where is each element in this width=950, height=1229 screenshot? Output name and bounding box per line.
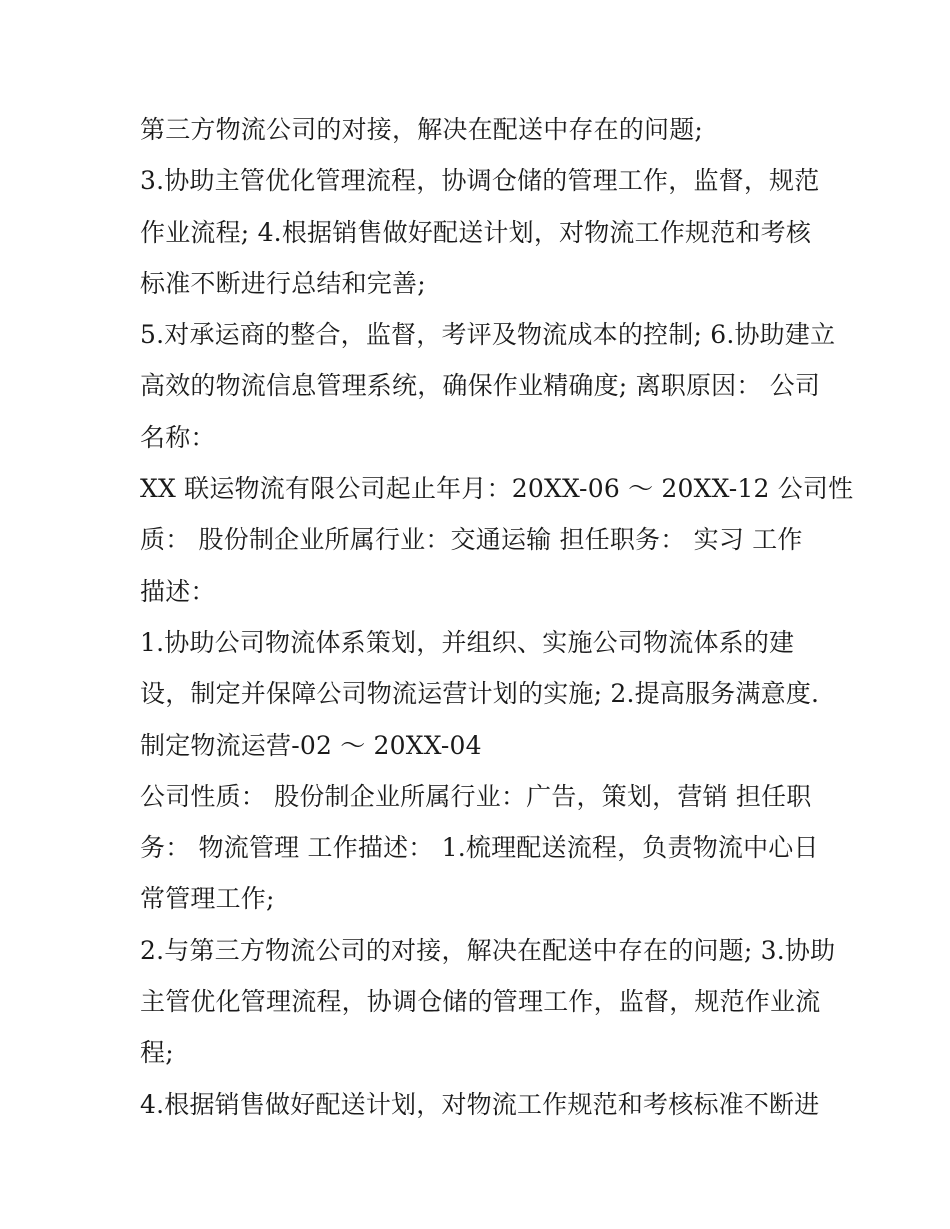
document-body [140, 104, 854, 1130]
text-line-1: 第三方物流公司的对接，解决在配送中存在的问题; [140, 115, 704, 144]
text-line-5: 5.对承运商的整合，监督，考评及物流成本的控制; 6.协助建立 [140, 320, 836, 350]
text-line-19: 程; [140, 1038, 174, 1068]
text-line-11: 1.协助公司物流体系策划，并组织、实施公司物流体系的建 [140, 627, 795, 657]
text-line-10: 描述： [140, 576, 216, 606]
text-line-18: 主管优化管理流程，协调仓储的管理工作，监督，规范作业流 [140, 987, 821, 1017]
text-line-13: 制定物流运营-02 ～ 20XX-04 [140, 730, 482, 760]
text-line-6: 高效的物流信息管理系统，确保作业精确度; 离职原因： 公司 [140, 371, 821, 401]
text-line-14: 公司性质： 股份制企业所属行业：广告，策划，营销 担任职 [140, 781, 812, 811]
text-line-17: 2.与第三方物流公司的对接，解决在配送中存在的问题; 3.协助 [140, 935, 836, 965]
text-line-20: 4.根据销售做好配送计划，对物流工作规范和考核标准不断进 [140, 1089, 820, 1119]
text-line-8: XX 联运物流有限公司起止年月：20XX-06 ～ 20XX-12 公司性 [140, 474, 854, 504]
text-line-16: 常管理工作; [140, 884, 275, 914]
text-line-3: 作业流程; 4.根据销售做好配送计划，对物流工作规范和考核 [140, 217, 812, 247]
text-line-2: 3.协助主管优化管理流程，协调仓储的管理工作，监督，规范 [140, 166, 820, 196]
text-line-15: 务： 物流管理 工作描述： 1.梳理配送流程，负责物流中心日 [140, 833, 819, 863]
text-line-7: 名称： [140, 422, 216, 452]
text-line-12: 设，制定并保障公司物流运营计划的实施; 2.提高服务满意度. [140, 679, 820, 709]
text-line-4: 标准不断进行总结和完善; [140, 268, 426, 298]
text-line-9: 质： 股份制企业所属行业：交通运输 担任职务： 实习 工作 [140, 525, 803, 555]
